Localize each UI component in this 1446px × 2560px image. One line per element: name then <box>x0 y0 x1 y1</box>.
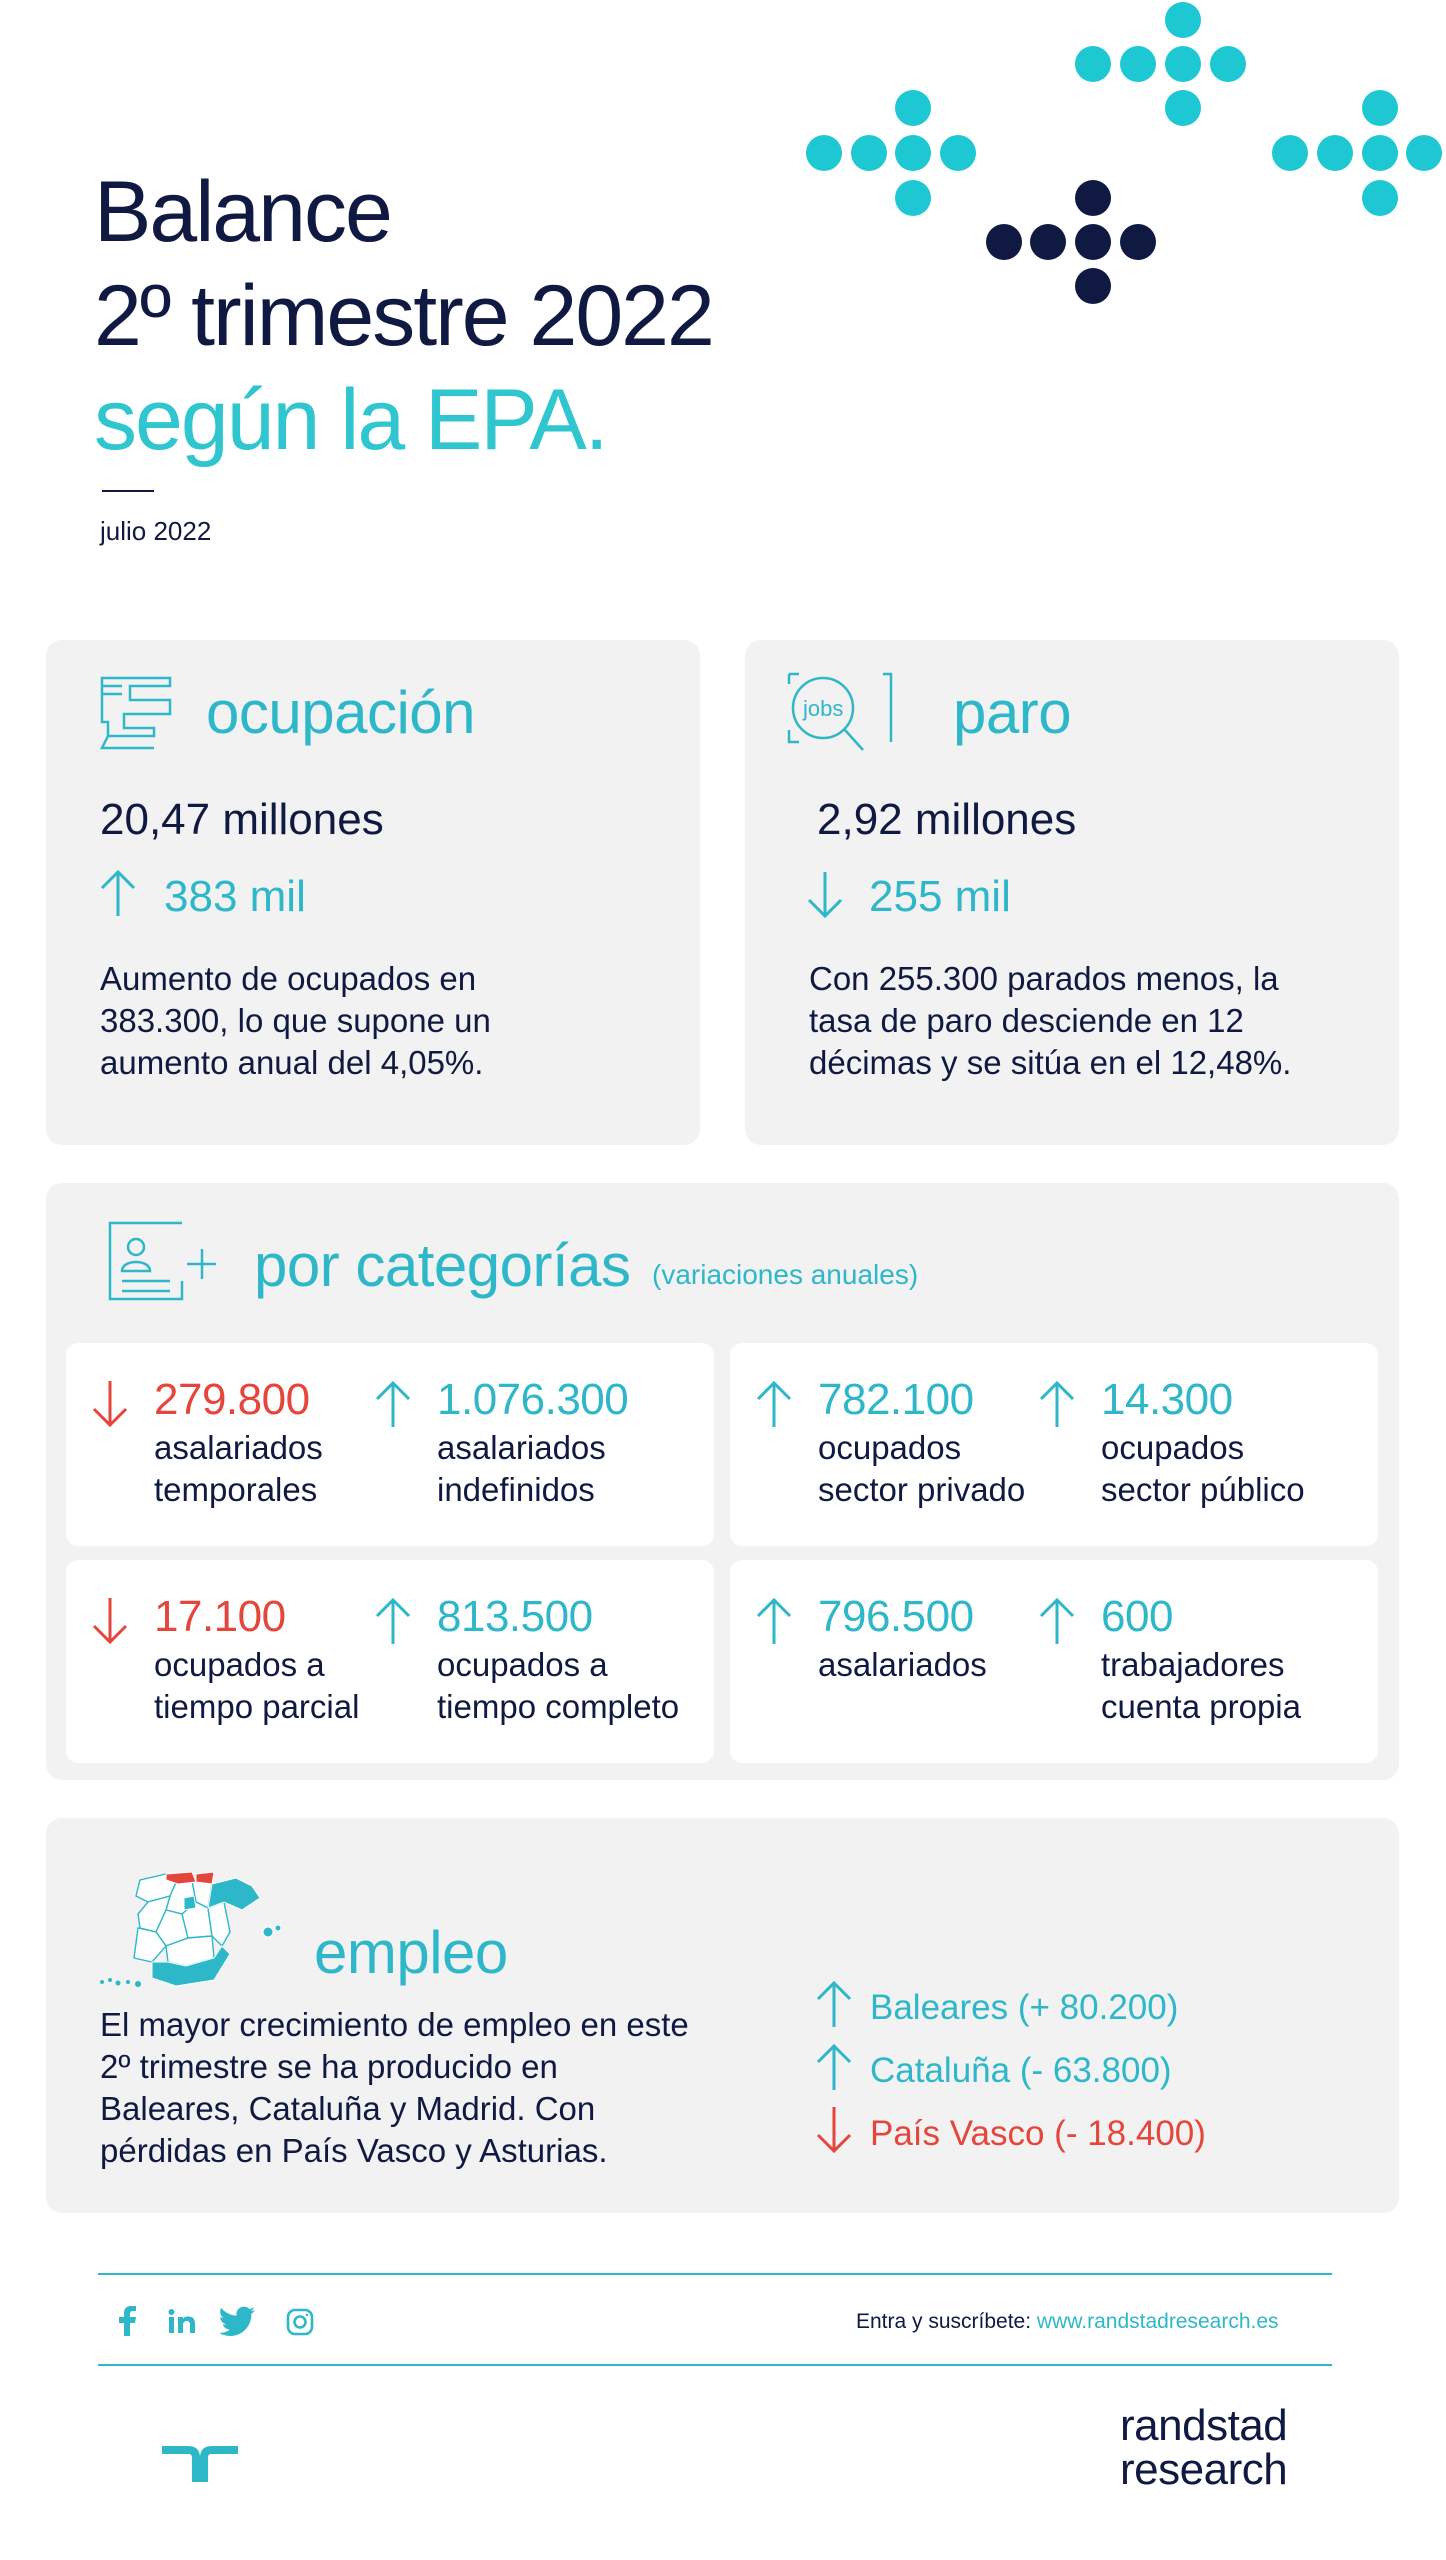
stat-label-line-2: indefinidos <box>437 1471 595 1508</box>
brand-line-2: research <box>1120 2445 1288 2494</box>
arrow-up-icon <box>814 1978 854 2030</box>
stats-grid <box>46 1183 1399 1780</box>
brand-line-1: randstad <box>1120 2401 1288 2450</box>
stat-label-line-1: trabajadores <box>1101 1646 1285 1683</box>
arrow-up-icon <box>373 1379 413 1429</box>
facebook-icon[interactable] <box>116 2306 138 2336</box>
ocupacion-total: 20,47 millones <box>100 795 384 844</box>
region-list <box>806 1978 1366 2198</box>
ocupacion-description: Aumento de ocupados en 383.300, lo que supone un aumento anual del 4,05%. <box>100 960 491 1081</box>
stat-label <box>818 1644 987 1686</box>
ocupacion-card <box>46 640 700 1145</box>
stat-value: 17.100 <box>154 1592 286 1641</box>
twitter-icon[interactable] <box>220 2306 256 2336</box>
footer-divider-bottom <box>98 2364 1332 2366</box>
stat-label-line-1: asalariados <box>154 1429 323 1466</box>
stat-label <box>154 1644 359 1728</box>
arrow-up-icon <box>1037 1596 1077 1646</box>
stat-label <box>1101 1644 1301 1728</box>
decorative-dots <box>0 0 1446 320</box>
region-item: País Vasco (- 18.400) <box>870 2114 1206 2153</box>
stat-value: 279.800 <box>154 1375 310 1424</box>
publication-date: julio 2022 <box>100 516 212 546</box>
stat-label <box>818 1427 1025 1511</box>
title-line-2: 2º trimestre 2022 <box>94 268 713 364</box>
stat-label-line-2: tiempo parcial <box>154 1688 360 1725</box>
stat-label <box>1101 1427 1305 1511</box>
arrow-down-icon <box>90 1596 130 1646</box>
stat-value: 796.500 <box>818 1592 974 1641</box>
title-line-3: según la EPA. <box>94 372 607 468</box>
stat-label-line-1: ocupados a <box>154 1646 325 1683</box>
stat-label-line-1: asalariados <box>437 1429 606 1466</box>
jobs-search-icon <box>785 670 895 754</box>
stat-value: 1.076.300 <box>437 1375 629 1424</box>
subscribe-line <box>856 2310 1279 2334</box>
stat-label-line-1: ocupados <box>818 1429 962 1466</box>
arrow-down-icon <box>90 1379 130 1429</box>
linkedin-icon[interactable] <box>168 2308 196 2334</box>
stat-value: 782.100 <box>818 1375 974 1424</box>
arrow-down-icon <box>805 870 845 920</box>
arrow-up-icon <box>754 1379 794 1429</box>
stat-label-line-1: ocupados a <box>437 1646 608 1683</box>
stat-label <box>437 1644 679 1728</box>
region-item: Baleares (+ 80.200) <box>870 1988 1179 2027</box>
brand-wordmark <box>1120 2401 1288 2494</box>
paro-card <box>745 640 1399 1145</box>
stat-value: 813.500 <box>437 1592 593 1641</box>
stat-label-line-2: tiempo completo <box>437 1688 680 1725</box>
arrow-up-icon <box>1037 1379 1077 1429</box>
paro-description: Con 255.300 parados menos, la tasa de paro desciende en 12 décimas y se sitúa en el 12,48%. <box>809 960 1292 1081</box>
stat-label-line-2: cuenta propia <box>1101 1688 1301 1725</box>
svg-text:jobs: jobs <box>803 696 844 721</box>
document-icon <box>98 674 178 754</box>
subscribe-link[interactable]: www.randstadresearch.es <box>1036 2310 1279 2333</box>
title-divider <box>102 490 154 492</box>
stat-label-line-2: sector privado <box>818 1471 1026 1508</box>
stat-label <box>437 1427 606 1511</box>
paro-total: 2,92 millones <box>817 795 1077 844</box>
subscribe-text: Entra y suscríbete: <box>856 2310 1037 2333</box>
ocupacion-delta: 383 mil <box>164 872 306 921</box>
arrow-up-icon <box>814 2041 854 2093</box>
arrow-down-icon <box>814 2104 854 2156</box>
social-links <box>112 2302 342 2344</box>
title-line-1: Balance <box>94 164 391 260</box>
categorias-subtitle: (variaciones anuales) <box>652 1259 919 1290</box>
spain-map-icon <box>96 1862 296 1997</box>
stat-label-line-2: temporales <box>154 1471 318 1508</box>
region-item: Cataluña (- 63.800) <box>870 2051 1172 2090</box>
instagram-icon[interactable] <box>286 2308 314 2336</box>
arrow-up-icon <box>754 1596 794 1646</box>
empleo-description: El mayor crecimiento de empleo en este 2º trimestre se ha producido en Baleares, Cataluña y Madrid. Con pérdidas en País Vasco y Asturias. <box>100 2006 689 2169</box>
stat-label-line-2: sector público <box>1101 1471 1305 1508</box>
stat-value: 600 <box>1101 1592 1173 1641</box>
categorias-card <box>46 1183 1399 1780</box>
paro-delta: 255 mil <box>869 872 1011 921</box>
arrow-up-icon <box>373 1596 413 1646</box>
ocupacion-title: ocupación <box>206 679 476 746</box>
empleo-card <box>46 1818 1399 2213</box>
arrow-up-icon <box>98 868 138 918</box>
empleo-title: empleo <box>314 1919 508 1986</box>
stat-label-line-1: asalariados <box>818 1646 987 1683</box>
stat-label-line-1: ocupados <box>1101 1429 1245 1466</box>
stat-value: 14.300 <box>1101 1375 1233 1424</box>
footer-divider-top <box>98 2273 1332 2275</box>
categorias-title: por categorías <box>254 1232 631 1299</box>
stat-label <box>154 1427 323 1511</box>
paro-title: paro <box>953 679 1072 746</box>
randstad-logo-icon <box>158 2442 242 2484</box>
